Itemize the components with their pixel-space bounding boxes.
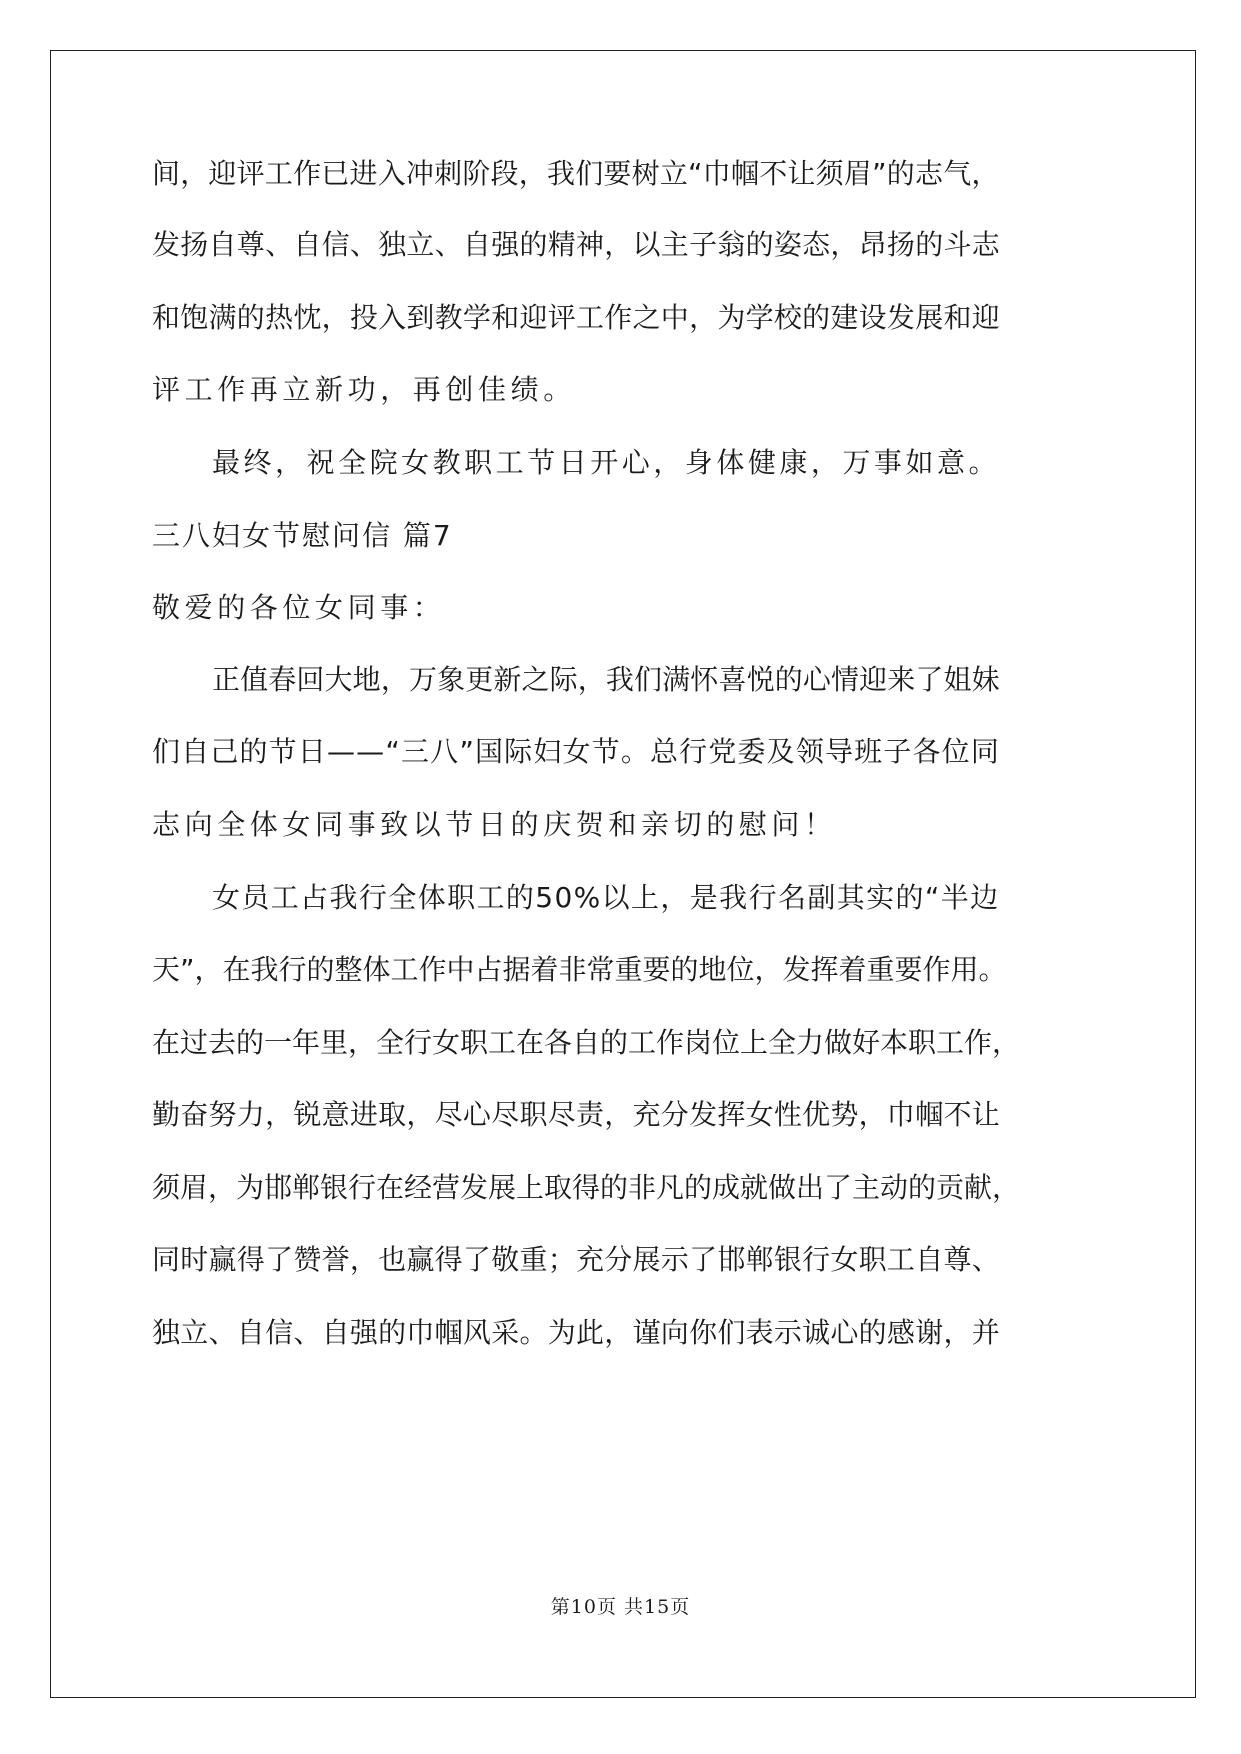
paragraph-line: 志向全体女同事致以节日的庆贺和亲切的慰问！ (152, 808, 837, 841)
paragraph-line: 天”，在我行的整体工作中占据着非常重要的地位，发挥着重要作用。 (152, 953, 1007, 986)
paragraph-line: 间，迎评工作已进入冲刺阶段，我们要树立“巾帼不让须眉”的志气， (152, 157, 1000, 190)
paragraph-line: 须眉，为邯郸银行在经营发展上取得的非凡的成就做出了主动的贡献， (152, 1171, 1021, 1204)
paragraph-line: 发扬自尊、自信、独立、自强的精神，以主子翁的姿态，昂扬的斗志 (152, 228, 1001, 261)
section-title: 三八妇女节慰问信 篇7 (152, 519, 453, 552)
paragraph-line: 最终，祝全院女教职工节日开心，身体健康，万事如意。 (212, 446, 1001, 479)
paragraph-line: 们自己的节日——“三八”国际妇女节。总行党委及领导班子各位同 (152, 735, 1001, 768)
paragraph-line: 评工作再立新功，再创佳绩。 (152, 373, 576, 406)
paragraph-line: 和饱满的热忱，投入到教学和迎评工作之中，为学校的建设发展和迎 (152, 301, 1001, 334)
paragraph-line: 独立、自信、自强的巾帼风采。为此，谨向你们表示诚心的感谢，并 (152, 1316, 1001, 1349)
paragraph-line: 同时赢得了赞誉，也赢得了敬重；充分展示了邯郸银行女职工自尊、 (152, 1243, 1001, 1276)
paragraph-line: 在过去的一年里，全行女职工在各自的工作岗位上全力做好本职工作， (152, 1026, 1021, 1059)
paragraph-line: 正值春回大地，万象更新之际，我们满怀喜悦的心情迎来了姐妹 (212, 663, 1000, 696)
salutation: 敬爱的各位女同事： (152, 591, 446, 624)
page-footer: 第10页 共15页 (550, 1596, 691, 1618)
paragraph-line: 勤奋努力，锐意进取，尽心尽职尽责，充分发挥女性优势，巾帼不让 (152, 1098, 1001, 1131)
paragraph-line: 女员工占我行全体职工的50%以上，是我行名副其实的“半边 (212, 881, 1000, 914)
